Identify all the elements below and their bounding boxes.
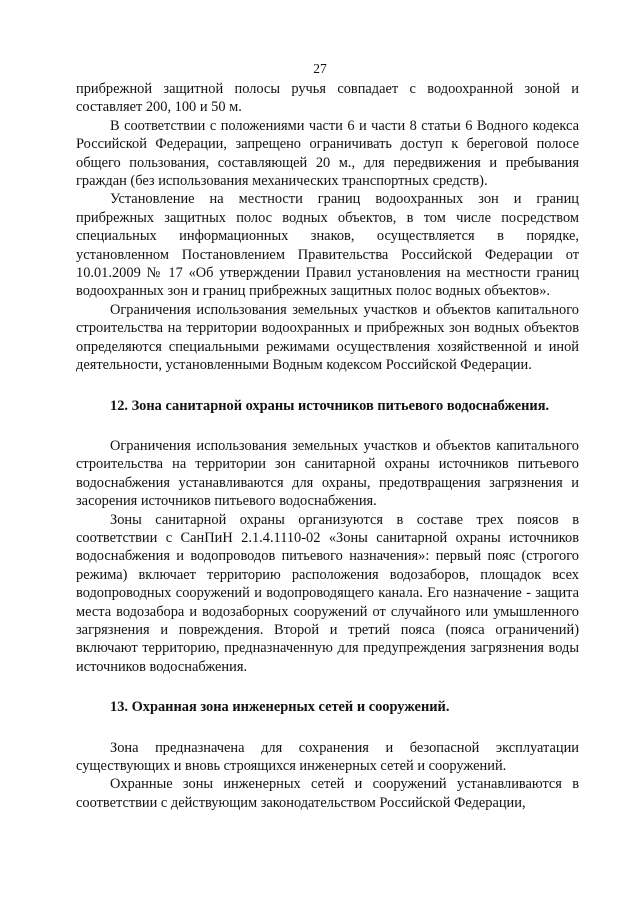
document-body	[76, 80, 579, 812]
section-heading-12: 12. Зона санитарной охраны источников питьевого водоснабжения.	[110, 397, 550, 414]
paragraph-continuation: прибрежной защитной полосы ручья совпадает с водоохранной зоной и составляет 200, 100 и 50 м.	[76, 81, 579, 116]
paragraph-land-use-restrictions: Ограничения использования земельных участков и объектов капитального строительства на территории водоохранных и прибрежных зон водных объектов определяются специальными режимами осуществления хозяйственной и иной деятельности, установленными Водным кодексом Российской Федерации.	[76, 301, 579, 374]
paragraph-sanitary-restrictions: Ограничения использования земельных участков и объектов капитального строительства на территории зон санитарной охраны источников питьевого водоснабжения устанавливаются для охраны, предотвращения загрязнения и засорения источников питьевого водоснабжения.	[76, 437, 579, 510]
page-number: 27	[313, 61, 327, 76]
paragraph-water-code-access: В соответствии с положениями части 6 и части 8 статьи 6 Водного кодекса Российской Федерации, запрещено ограничивать доступ к береговой полосе общего пользования, составляющей 20 м., для передвижения и пребывания граждан (без использования механических транспортных средств).	[76, 117, 579, 190]
section-heading-13: 13. Охранная зона инженерных сетей и сооружений.	[110, 699, 450, 716]
paragraph-sanitary-zones: Зоны санитарной охраны организуются в составе трех поясов в соответствии с СанПиН 2.1.4.1110-02 «Зоны санитарной охраны источников водоснабжения и водопроводов питьевого назначения»: первый пояс (строгого режима) включает территорию расположения водозаборов, площадок всех водопроводных сооружений и водопроводящего канала. Его назначение - защита места водозабора и водозаборных сооружений от случайного или умышленного загрязнения и повреждения. Второй и третий пояса (пояса ограничений) включают территорию, предназначенную для предупреждения загрязнения воды источников водоснабжения.	[76, 511, 579, 675]
paragraph-engineering-zones: Охранные зоны инженерных сетей и сооружений устанавливаются в соответствии с действующим законодательством Российской Федерации,	[76, 776, 579, 811]
paragraph-zone-purpose: Зона предназначена для сохранения и безопасной эксплуатации существующих и вновь строящихся инженерных сетей и сооружений.	[76, 739, 579, 774]
paragraph-boundary-establishment: Установление на местности границ водоохранных зон и границ прибрежных защитных полос водных объектов, в том числе посредством специальных информационных знаков, осуществляется в порядке, установленном Постановлением Правительства Российской Федерации от 10.01.2009 № 17 «Об утверждении Правил установления на местности границ водоохранных зон и границ прибрежных защитных полос водных объектов».	[76, 191, 579, 300]
